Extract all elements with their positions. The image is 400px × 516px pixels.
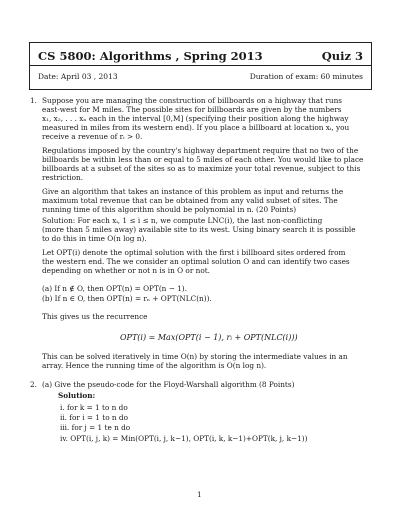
- q1-line: Let OPT(i) denote the optimal solution with the first i billboard sites ordered from: [42, 248, 346, 257]
- q1-line: This can be solved iteratively in time O(n) by storing the intermediate values in an: [42, 352, 348, 361]
- solution-line: Solution: For each xᵢ, 1 ≤ i ≤ n, we compute LNC(i), the last non-conflicting: [42, 216, 323, 225]
- q1-line: receive a revenue of rᵢ > 0.: [42, 132, 143, 141]
- q1-line: to do this in time O(n log n).: [42, 234, 147, 243]
- recurrence-equation: OPT(i) = Max(OPT(i − 1), rᵢ + OPT(NLC(i))): [120, 333, 298, 342]
- page-number: 1: [197, 490, 202, 499]
- pseudo-line: i. for k = 1 to n do: [60, 403, 128, 412]
- q1-line: array. Hence the running time of the algorithm is O(n log n).: [42, 361, 267, 370]
- pseudo-line: ii. for i = 1 to n do: [60, 413, 128, 422]
- case-b: (b) If n ∈ O, then OPT(n) = rₙ + OPT(NLC(n)).: [42, 294, 212, 303]
- q1-line: running time of this algorithm should be polynomial in n. (20 Points): [42, 205, 297, 214]
- pseudo-line: iv. OPT(i, j, k) = Min(OPT(i, j, k−1), OPT(i, k, k−1)+OPT(k, j, k−1)): [60, 434, 308, 443]
- q1-line: This gives us the recurrence: [42, 312, 148, 321]
- q1-line: maximum total revenue that can be obtained from any valid subset of sites. The: [42, 196, 338, 205]
- exam-duration: Duration of exam: 60 minutes: [249, 72, 363, 81]
- q1-line: Regulations imposed by the country's highway department require that no two of the: [42, 146, 359, 155]
- header-divider: [30, 65, 371, 66]
- q1-line: the western end. The we consider an optimal solution O and can identify two cases: [42, 257, 350, 266]
- q1-line: restriction.: [42, 173, 84, 182]
- q1-line: measured in miles from its western end). If you place a billboard at location xᵢ, you: [42, 123, 350, 132]
- q1-line: billboards be within less than or equal to 5 miles of each other. You would like to place: [42, 155, 364, 164]
- header-box: [29, 42, 372, 90]
- q1-line: east-west for M miles. The possible sites for billboards are given by the numbers: [42, 105, 342, 114]
- question-1-number: 1.: [30, 96, 37, 105]
- q1-line: (more than 5 miles away) available site to its west. Using binary search it is possible: [42, 225, 356, 234]
- q2a-prompt: (a) Give the pseudo-code for the Floyd-Warshall algorithm (8 Points): [42, 380, 295, 389]
- course-title: CS 5800: Algorithms , Spring 2013: [38, 49, 263, 63]
- case-a: (a) If n ∉ O, then OPT(n) = OPT(n − 1).: [42, 284, 187, 293]
- quiz-title: Quiz 3: [321, 49, 363, 63]
- solution-label: Solution:: [58, 391, 96, 400]
- q1-line: billboards at a subset of the sites so as to maximize your total revenue, subject to this: [42, 164, 361, 173]
- q1-line: x₁, x₂, . . . xₙ each in the interval [0,M] (specifying their position along the highway: [42, 114, 349, 123]
- q1-line: Give an algorithm that takes an instance of this problem as input and returns the: [42, 187, 344, 196]
- q1-line: Suppose you are managing the construction of billboards on a highway that runs: [42, 96, 343, 105]
- exam-date: Date: April 03 , 2013: [38, 72, 118, 81]
- question-2-number: 2.: [30, 380, 37, 389]
- pseudo-line: iii. for j = 1 te n do: [60, 423, 131, 432]
- q1-line: depending on whether or not n is in O or not.: [42, 266, 210, 275]
